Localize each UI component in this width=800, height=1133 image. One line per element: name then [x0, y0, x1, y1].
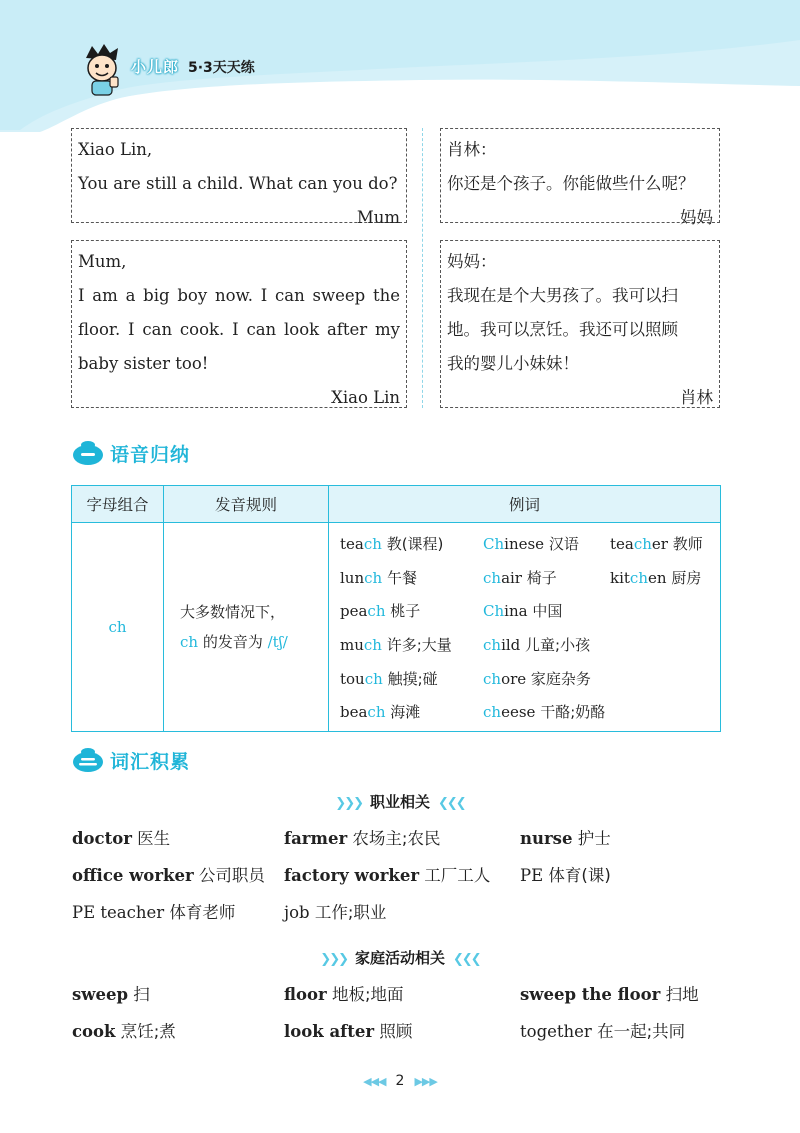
- word-part: kit: [610, 568, 630, 587]
- word-highlight: ch: [363, 636, 382, 655]
- word-meaning: 椅子: [526, 568, 557, 587]
- group-label: 职业相关: [369, 793, 430, 811]
- word-highlight: ch: [483, 636, 502, 655]
- note-line: 我的婴儿小妹妹！: [447, 354, 579, 373]
- vocab-item: [520, 857, 732, 894]
- rule-letters: ch: [180, 633, 199, 652]
- vocab-item: [284, 820, 520, 857]
- vocab-chinese: 烹饪;煮: [120, 1022, 176, 1041]
- note-greeting: Mum,: [78, 252, 127, 271]
- word-meaning: 厨房: [671, 568, 702, 587]
- brand-logo-text: 小儿郎: [131, 58, 180, 76]
- letter-combo: ch: [108, 618, 127, 637]
- rule-ipa: /tʃ/: [267, 633, 288, 652]
- note-english-1: [71, 128, 407, 227]
- word-meaning: 儿童;小孩: [525, 636, 591, 655]
- vocab-chinese: 体育(课): [548, 866, 611, 885]
- vocab-item: [520, 820, 732, 857]
- vocab-english: PE teacher: [72, 903, 165, 922]
- vocab-item: [72, 894, 284, 931]
- vocab-english: cook: [72, 1022, 116, 1041]
- example-word: [483, 663, 610, 697]
- word-meaning: 中国: [532, 602, 563, 621]
- word-highlight: ch: [364, 669, 383, 688]
- vocab-item: [72, 976, 284, 1013]
- example-word: [610, 562, 719, 596]
- series-title: 5·3天天练: [188, 60, 255, 76]
- vocab-english: doctor: [72, 829, 132, 848]
- vocab-item: [284, 1013, 520, 1050]
- vocab-list-1: [72, 820, 732, 931]
- word-highlight: ch: [367, 602, 386, 621]
- word-part: ina: [504, 602, 528, 621]
- vocab-item: [72, 857, 284, 894]
- word-part: en: [647, 568, 667, 587]
- word-meaning: 桃子: [390, 602, 421, 621]
- example-word: [483, 562, 610, 596]
- word-meaning: 海滩: [390, 703, 421, 722]
- vocab-chinese: 公司职员: [198, 866, 265, 885]
- note-line: 你还是个孩子。你能做些什么呢？: [447, 174, 695, 193]
- example-word: [483, 629, 610, 663]
- rule-text: 的发音为: [198, 633, 268, 652]
- note-line: 我现在是个大男孩了。我可以扫: [447, 286, 678, 305]
- table-header-cell: 发音规则: [164, 486, 329, 523]
- vocab-item: [284, 976, 520, 1013]
- note-greeting: 肖林：: [447, 140, 497, 159]
- table-row: [72, 523, 721, 732]
- phonics-table: [71, 485, 721, 732]
- example-word: [483, 595, 610, 629]
- vocab-english: sweep the floor: [520, 985, 661, 1004]
- word-part: lun: [340, 568, 365, 587]
- vocab-english: together: [520, 1022, 592, 1041]
- vocab-list-2: [72, 976, 732, 1050]
- word-part: tea: [610, 535, 634, 553]
- word-meaning: 教(课程): [386, 535, 444, 553]
- word-highlight: ch: [483, 669, 502, 688]
- word-meaning: 汉语: [548, 535, 579, 553]
- vocab-english: nurse: [520, 829, 573, 848]
- table-header-cell: 字母组合: [72, 486, 164, 523]
- word-part: eese: [501, 703, 536, 722]
- mascot-icon: [80, 44, 126, 96]
- vocab-item: [72, 820, 284, 857]
- arrow-right-icon: ❯❯❯: [335, 796, 362, 811]
- example-word: [483, 696, 610, 730]
- note-signature: 妈妈: [680, 208, 713, 227]
- arrow-right-icon: ❯❯❯: [320, 952, 347, 967]
- example-word: [610, 663, 719, 697]
- vocab-chinese: 扫地: [665, 985, 699, 1004]
- note-signature: Mum: [356, 208, 400, 227]
- word-part: mu: [340, 636, 364, 655]
- word-part: tou: [340, 669, 365, 688]
- word-part: inese: [504, 535, 545, 553]
- vocab-item: [520, 1013, 732, 1050]
- vocab-chinese: 地板;地面: [331, 985, 404, 1004]
- vocab-chinese: 护士: [577, 829, 611, 848]
- note-chinese-2: [440, 240, 720, 408]
- column-divider: [422, 128, 423, 408]
- note-signature: Xiao Lin: [331, 388, 400, 407]
- word-highlight: ch: [633, 535, 652, 553]
- word-highlight: ch: [364, 568, 383, 587]
- arrow-left-icon: ◀◀◀: [363, 1075, 386, 1088]
- rule-line: 大多数情况下，: [180, 603, 286, 622]
- vocab-chinese: 在一起;共同: [597, 1022, 686, 1041]
- rule-cell: [164, 523, 329, 732]
- vocab-chinese: 工作;职业: [314, 903, 387, 922]
- arrow-left-icon: ❮❮❮: [453, 952, 480, 967]
- word-meaning: 教师: [672, 535, 703, 553]
- letter-combo-cell: [72, 523, 164, 732]
- page-footer: [0, 1073, 800, 1089]
- note-signature: 肖林: [680, 388, 713, 407]
- section-title-phonics: [72, 438, 190, 468]
- word-highlight: ch: [483, 703, 502, 722]
- arrow-right-icon: ▶▶▶: [414, 1075, 437, 1088]
- word-meaning: 家庭杂务: [530, 669, 591, 688]
- vocab-english: floor: [284, 985, 327, 1004]
- word-highlight: ch: [483, 568, 502, 587]
- vocab-english: job: [284, 903, 310, 922]
- word-part: ore: [501, 669, 527, 688]
- note-line: 地。我可以烹饪。我还可以照顾: [447, 320, 678, 339]
- vocab-english: farmer: [284, 829, 348, 848]
- word-part: tea: [340, 535, 364, 553]
- section-label: 语音归纳: [110, 443, 191, 466]
- word-highlight: ch: [363, 535, 382, 553]
- vocab-chinese: 体育老师: [169, 903, 236, 922]
- vocab-item: [284, 894, 520, 931]
- note-english-2: [71, 240, 407, 408]
- note-line: baby sister too!: [78, 354, 209, 373]
- vocab-item: [72, 1013, 284, 1050]
- word-highlight: ch: [367, 703, 386, 722]
- vocab-chinese: 工厂工人: [424, 866, 491, 885]
- note-line: You are still a child. What can you do?: [78, 174, 398, 193]
- word-meaning: 触摸;碰: [387, 669, 438, 688]
- example-word: [610, 696, 719, 730]
- word-meaning: 许多;大量: [386, 636, 452, 655]
- word-highlight: ch: [629, 568, 648, 587]
- example-word: [340, 528, 483, 562]
- examples-cell: [329, 523, 721, 732]
- example-word: [340, 696, 483, 730]
- example-word: [610, 528, 719, 562]
- word-part: pea: [340, 602, 368, 621]
- vocab-english: sweep: [72, 985, 129, 1004]
- vocab-english: PE: [520, 866, 544, 885]
- word-part: air: [501, 568, 522, 587]
- word-meaning: 干酪;奶酪: [540, 703, 606, 722]
- section-title-vocabulary: [72, 745, 190, 775]
- vocab-english: look after: [284, 1022, 375, 1041]
- vocab-english: factory worker: [284, 866, 420, 885]
- example-word: [340, 629, 483, 663]
- word-highlight: Ch: [483, 535, 505, 553]
- example-word: [483, 528, 610, 562]
- word-part: er: [651, 535, 668, 553]
- example-word: [340, 663, 483, 697]
- note-greeting: Xiao Lin,: [78, 140, 153, 159]
- note-line: floor. I can cook. I can look after my: [78, 320, 400, 339]
- note-line: I am a big boy now. I can sweep the: [78, 286, 400, 305]
- example-word: [610, 629, 719, 663]
- vocab-chinese: 扫: [133, 985, 150, 1004]
- note-chinese-1: [440, 128, 720, 227]
- example-word: [340, 562, 483, 596]
- vocab-chinese: 照顾: [379, 1022, 413, 1041]
- word-part: bea: [340, 703, 368, 722]
- vocab-chinese: 医生: [137, 829, 171, 848]
- group-label: 家庭活动相关: [354, 949, 445, 967]
- arrow-left-icon: ❮❮❮: [438, 796, 465, 811]
- section-badge-icon: [72, 440, 104, 466]
- vocab-english: office worker: [72, 866, 194, 885]
- vocab-item: [284, 857, 520, 894]
- table-header-row: [72, 486, 721, 523]
- vocab-item: [520, 976, 732, 1013]
- vocab-group-title-2: [0, 947, 800, 968]
- word-part: ild: [501, 636, 521, 655]
- vocab-chinese: 农场主;农民: [352, 829, 441, 848]
- section-badge-icon: [72, 747, 104, 773]
- page-number: 2: [395, 1073, 405, 1089]
- examples-grid: [330, 524, 719, 730]
- example-word: [610, 595, 719, 629]
- word-highlight: Ch: [483, 602, 505, 621]
- rule-line: [180, 627, 327, 657]
- word-meaning: 午餐: [386, 568, 417, 587]
- section-label: 词汇积累: [110, 750, 191, 773]
- example-word: [340, 595, 483, 629]
- vocab-group-title-1: [0, 791, 800, 812]
- note-greeting: 妈妈：: [447, 252, 497, 271]
- table-header-cell: 例词: [329, 486, 721, 523]
